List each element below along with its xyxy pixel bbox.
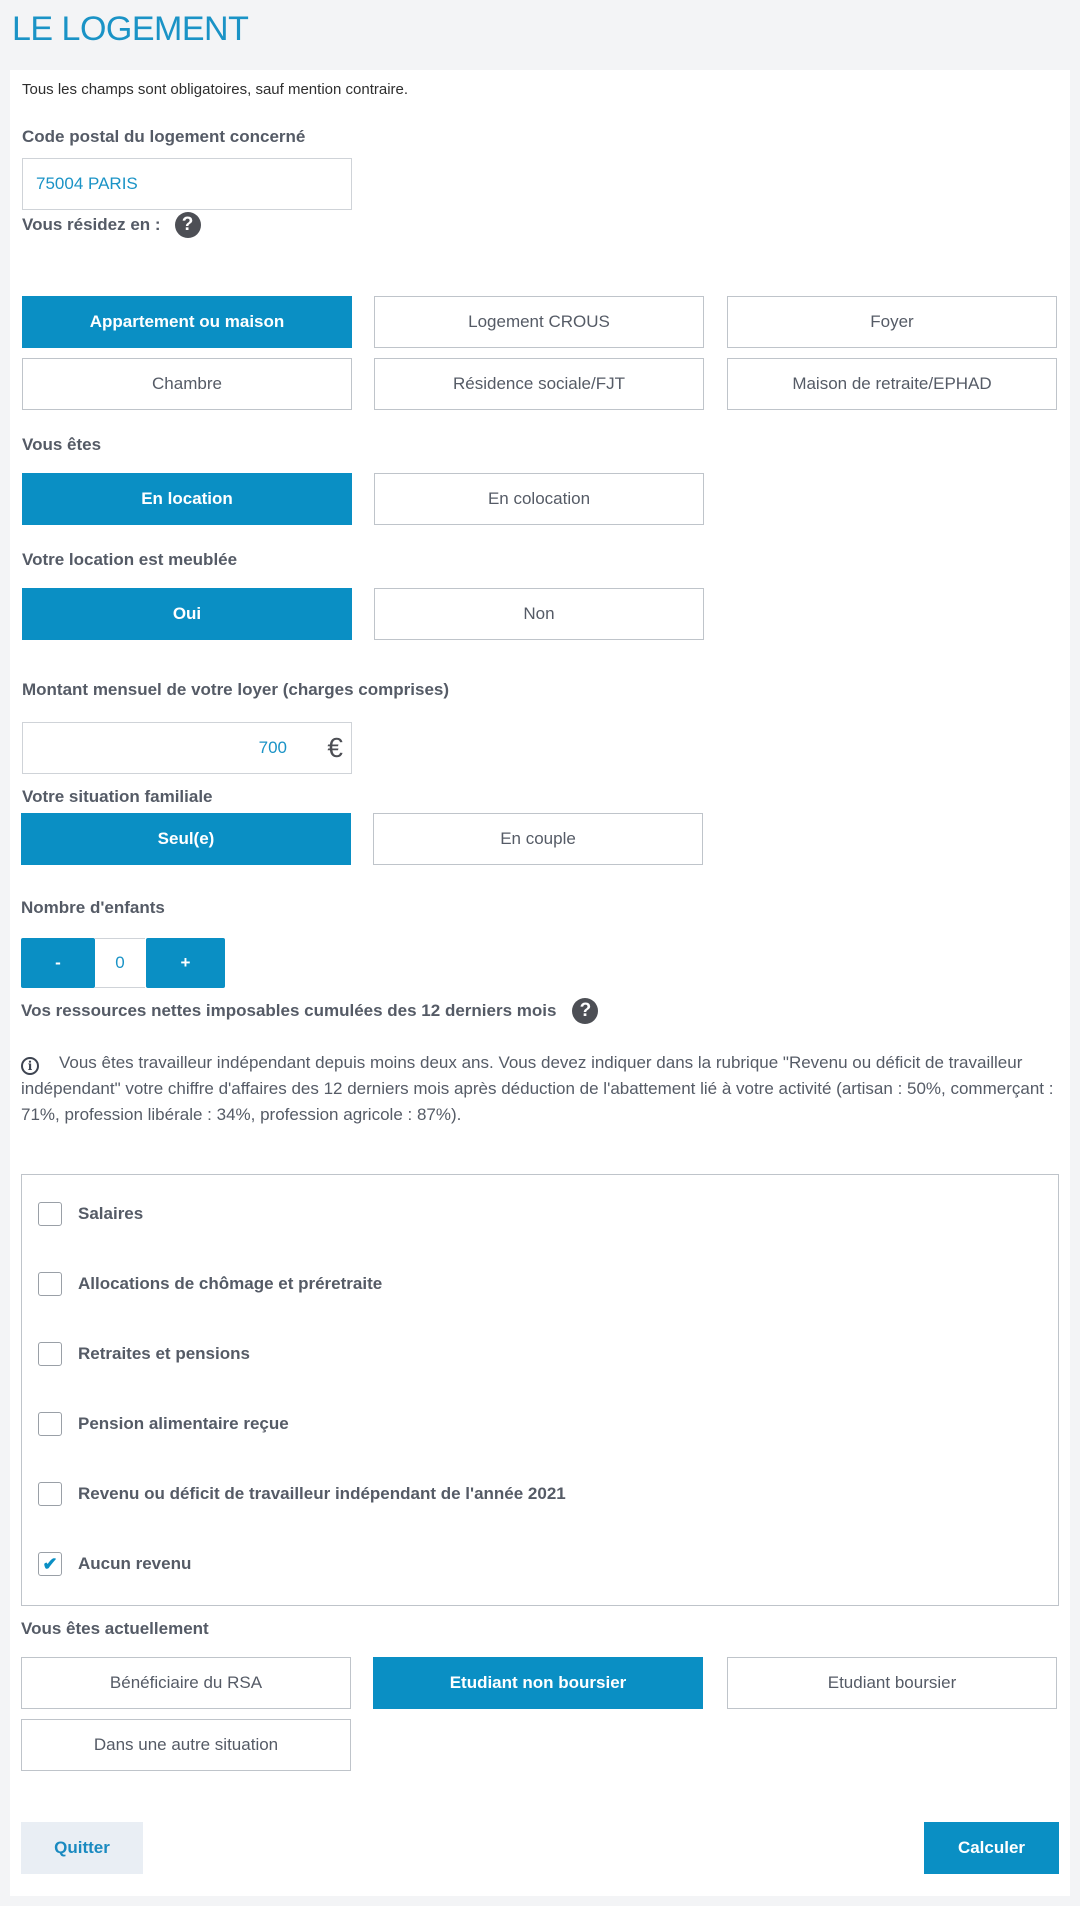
furnished-option-oui[interactable]: Oui [22, 588, 352, 640]
mandatory-note: Tous les champs sont obligatoires, sauf mention contraire. [22, 81, 409, 98]
status-option-colocation[interactable]: En colocation [374, 473, 704, 525]
residence-label: Vous résidez en : [22, 215, 161, 234]
info-icon: i [21, 1057, 39, 1075]
checkbox-salaires[interactable] [38, 1202, 62, 1226]
checkbox-row-retraites[interactable] [38, 1341, 250, 1367]
family-label: Votre situation familiale [22, 787, 213, 806]
current-option-non-boursier[interactable]: Etudiant non boursier [373, 1657, 703, 1709]
checkbox-label: Retraites et pensions [78, 1344, 250, 1363]
checkbox-retraites[interactable] [38, 1342, 62, 1366]
furnished-option-non[interactable]: Non [374, 588, 704, 640]
checkbox-label: Salaires [78, 1204, 144, 1223]
family-option-seul[interactable]: Seul(e) [21, 813, 351, 865]
calculate-button[interactable]: Calculer [924, 1822, 1059, 1874]
postal-value: 75004 PARIS [36, 174, 138, 193]
checkbox-independant[interactable] [38, 1482, 62, 1506]
residence-option-appartement[interactable]: Appartement ou maison [22, 296, 352, 348]
rent-label: Montant mensuel de votre loyer (charges comprises) [22, 680, 450, 699]
residence-option-foyer[interactable]: Foyer [727, 296, 1057, 348]
checkbox-row-chomage[interactable] [38, 1271, 382, 1297]
status-label: Vous êtes [22, 435, 102, 454]
current-option-rsa[interactable]: Bénéficiaire du RSA [21, 1657, 351, 1709]
page-title: LE LOGEMENT [12, 10, 249, 48]
checkbox-label: Aucun revenu [78, 1554, 192, 1573]
checkbox-label: Revenu ou déficit de travailleur indépendant de l'année 2021 [78, 1484, 566, 1503]
residence-option-chambre[interactable]: Chambre [22, 358, 352, 410]
current-label: Vous êtes actuellement [21, 1619, 209, 1638]
rent-input[interactable] [22, 722, 352, 774]
residence-label-row [22, 212, 201, 238]
resources-label-row [21, 998, 598, 1024]
euro-icon: € [327, 732, 343, 763]
children-count[interactable]: 0 [95, 938, 145, 988]
postal-input[interactable] [22, 158, 352, 210]
status-option-location[interactable]: En location [22, 473, 352, 525]
children-label: Nombre d'enfants [21, 898, 165, 917]
question-help-icon[interactable]: ? [572, 998, 598, 1024]
residence-option-maison-retraite[interactable]: Maison de retraite/EPHAD [727, 358, 1057, 410]
furnished-label: Votre location est meublée [22, 550, 238, 569]
checkbox-row-salaires[interactable] [38, 1201, 143, 1227]
checkbox-pension[interactable] [38, 1412, 62, 1436]
checkbox-row-independant[interactable] [38, 1481, 566, 1507]
resources-checklist [21, 1174, 1059, 1606]
resources-info [21, 1050, 1061, 1128]
quit-button[interactable]: Quitter [21, 1822, 143, 1874]
checkbox-row-aucun[interactable] [38, 1551, 191, 1577]
residence-option-residence-sociale[interactable]: Résidence sociale/FJT [374, 358, 704, 410]
current-option-autre[interactable]: Dans une autre situation [21, 1719, 351, 1771]
resources-label: Vos ressources nettes imposables cumulées des 12 derniers mois [21, 1001, 557, 1020]
check-icon: ✔ [42, 1553, 58, 1574]
checkbox-chomage[interactable] [38, 1272, 62, 1296]
checkbox-aucun[interactable] [38, 1552, 62, 1576]
family-option-couple[interactable]: En couple [373, 813, 703, 865]
rent-value: 700 [258, 738, 287, 757]
checkbox-label: Allocations de chômage et préretraite [78, 1274, 383, 1293]
form-card [10, 70, 1070, 1896]
postal-label: Code postal du logement concerné [22, 127, 306, 146]
current-option-boursier[interactable]: Etudiant boursier [727, 1657, 1057, 1709]
children-minus-button[interactable]: - [21, 938, 95, 988]
question-help-icon[interactable]: ? [175, 212, 201, 238]
resources-info-text: Vous êtes travailleur indépendant depuis moins deux ans. Vous devez indiquer dans la rubrique "Revenu ou déficit de travailleur indépendant" votre chiffre d'affaires des 12 derniers mois après déduction de l'abattement lié à votre activité (artisan : 50%, commerçant : 71%, profession libérale : 34%, profession agricole : 87%). [21, 1053, 1054, 1124]
children-plus-button[interactable]: + [146, 938, 225, 988]
checkbox-label: Pension alimentaire reçue [78, 1414, 289, 1433]
residence-option-crous[interactable]: Logement CROUS [374, 296, 704, 348]
checkbox-row-pension[interactable] [38, 1411, 289, 1437]
